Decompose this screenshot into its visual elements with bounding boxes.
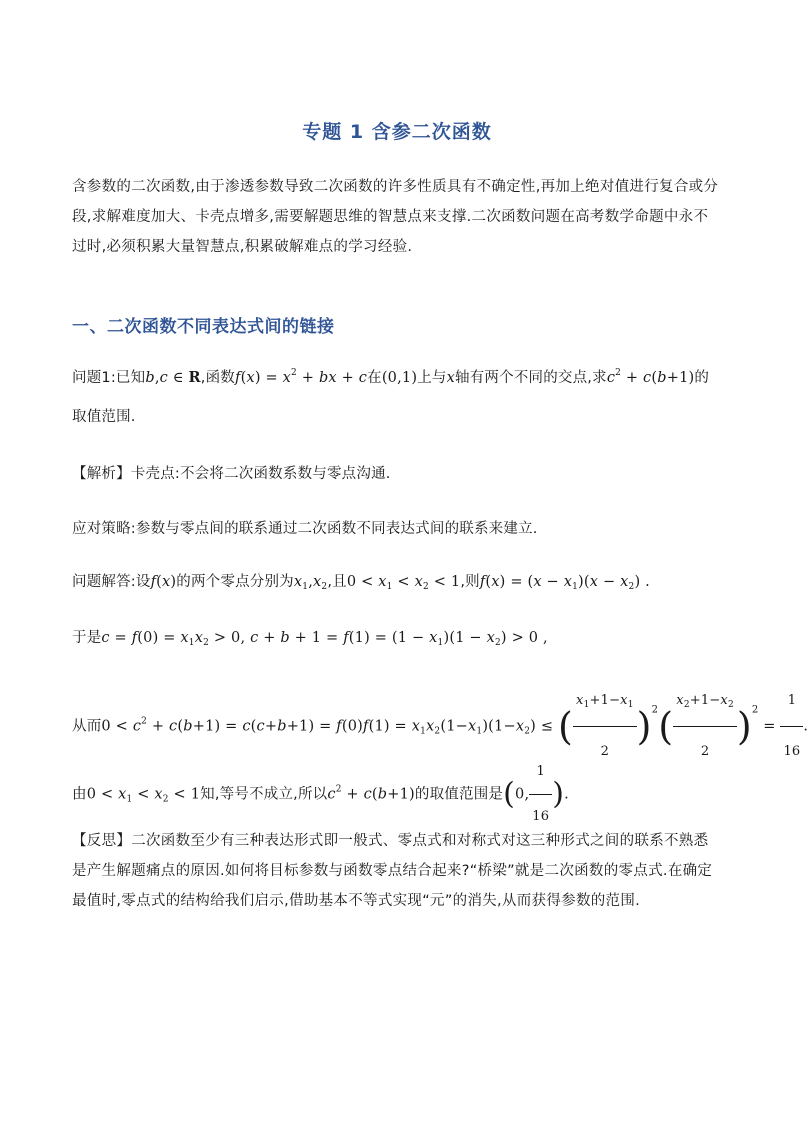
solution-line-2: 于是$c = f(0) = x_1x_2 > 0$, $c + b + 1 = f(1) = (1 - x_1)(1 - x_2) > 0$ ,: [72, 630, 548, 648]
solution-line-1: 问题解答:设f(x)的两个零点分别为$x_1,x_2$,且$0 < x_1 < x_2 < 1$,则$f(x) = (x - x_1)(x - x_2)$ .: [72, 574, 650, 592]
section-heading: 一、二次函数不同表达式间的链接: [72, 317, 335, 337]
formula: c: [101, 630, 110, 646]
fraction: $\frac{x_1+1-x_1}{2}$: [573, 678, 637, 775]
formula: f: [150, 574, 157, 590]
strategy-line: 应对策略:参数与零点间的联系通过二次函数不同表达式间的联系来建立.: [72, 521, 538, 537]
problem-statement: 问题1:已知b,c ∈ R,函数$f(x) = x^2$ + bx + c在(0,1)上与x轴有两个不同的交点,求$c^2 + c(b+1)$的: [72, 368, 710, 386]
problem-statement-cont: 取值范围.: [72, 409, 136, 425]
formula: 0 <: [101, 718, 133, 735]
formula: (0,1): [381, 370, 418, 386]
analysis-line: 【解析】卡壳点:不会将二次函数系数与零点沟通.: [72, 466, 391, 482]
solution-line-3: 从而$0 < c^2 + c(b+1) = c(c+b+1) = f(0)f(1) = x_1x_2(1-x_1)(1-x_2)$ ≤ ( $\frac{x_1+1-x_1}{2}$ )$^2$( $\frac{x_2+1-x_2}{2}$ )$^2$ = $\frac{1}{16}$ .: [72, 678, 732, 775]
reflection-paragraph: 【反思】二次函数至少有三种表达形式即一般式、零点式和对称式对这三种形式之间的联系不熟悉是产生解题痛点的原因.如何将目标参数与函数零点结合起来?“桥梁”就是二次函数的零点式.在确定最值时,零点式的结构给我们启示,借助基本不等式实现“元”的消失,从而获得参数的范围.: [72, 833, 713, 909]
fraction: $\frac{x_2+1-x_2}{2}$: [673, 678, 737, 775]
page-title: 专题 1 含参二次函数: [302, 121, 492, 143]
fraction: $\frac{1}{16}$: [780, 678, 803, 775]
formula: f: [235, 370, 241, 386]
fraction: $\frac{1}{16}$: [529, 752, 552, 837]
formula: c: [606, 370, 616, 386]
formula: b: [145, 370, 155, 386]
intro-paragraph: 含参数的二次函数,由于渗透参数导致二次函数的许多性质具有不确定性,再加上绝对值进行复合或分段,求解难度加大、卡壳点增多,需要解题思维的智慧点来支撑.二次函数问题在高考数学命题中永不过时,必须积累大量智慧点,积累破解难点的学习经验.: [72, 179, 719, 255]
formula: 0 <: [86, 786, 119, 803]
solution-line-4: 由$0 < x_1 < x_2 < 1$知,等号不成立,所以$c^2 + c(b+1)$的取值范围是(0, $\frac{1}{16}$ ).: [72, 752, 732, 837]
